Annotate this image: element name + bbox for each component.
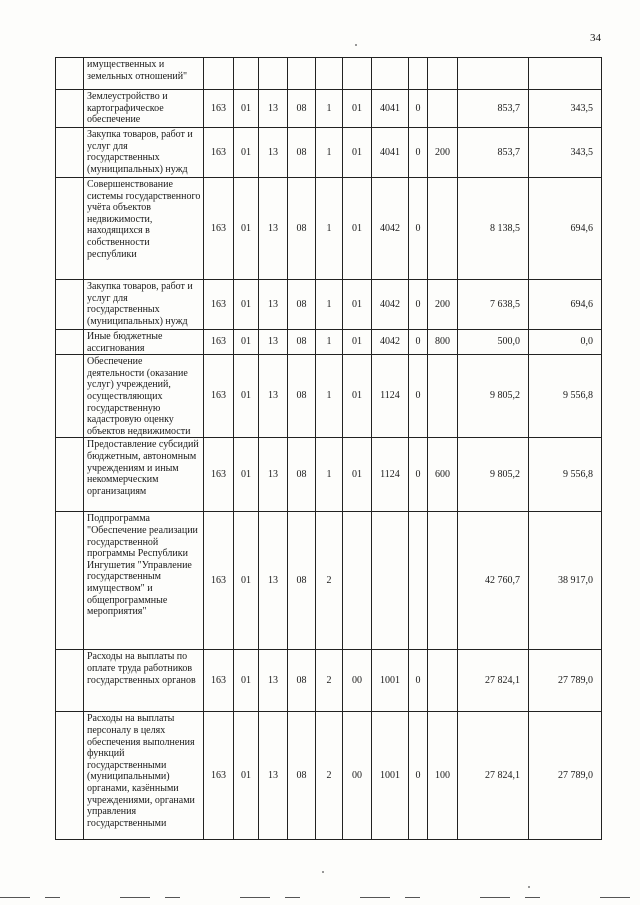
cell-pr — [259, 58, 288, 90]
cell-pr: 13 — [259, 330, 288, 355]
cell-p4: 1124 — [372, 438, 409, 512]
table-row — [56, 712, 602, 840]
cell-p4: 4042 — [372, 280, 409, 330]
row-name-cell: Закупка товаров, работ и услуг для государственных (муниципальных) нужд — [84, 280, 204, 330]
row-marker-cell — [56, 512, 84, 650]
cell-s1: 500,0 — [458, 330, 529, 355]
cell-pr: 13 — [259, 178, 288, 280]
cell-p5: 0 — [409, 128, 428, 178]
table-row — [56, 438, 602, 512]
cell-p2: 2 — [316, 712, 343, 840]
cell-p4: 4041 — [372, 90, 409, 128]
cell-rz: 01 — [234, 355, 259, 438]
cell-kbk: 163 — [204, 355, 234, 438]
cell-vr — [428, 355, 458, 438]
cell-s2: 0,0 — [529, 330, 602, 355]
cell-vr: 800 — [428, 330, 458, 355]
table-row — [56, 128, 602, 178]
cell-kbk: 163 — [204, 650, 234, 712]
cell-vr — [428, 650, 458, 712]
row-marker-cell — [56, 330, 84, 355]
cell-s1: 7 638,5 — [458, 280, 529, 330]
cell-p5: 0 — [409, 280, 428, 330]
cell-rz: 01 — [234, 128, 259, 178]
cell-p2: 1 — [316, 280, 343, 330]
cell-p4: 1001 — [372, 712, 409, 840]
row-marker-cell — [56, 58, 84, 90]
scan-speck — [322, 871, 324, 873]
cell-s1: 8 138,5 — [458, 178, 529, 280]
cell-p1: 08 — [288, 712, 316, 840]
cell-kbk: 163 — [204, 438, 234, 512]
cell-rz: 01 — [234, 90, 259, 128]
cell-p4: 4042 — [372, 178, 409, 280]
cell-p4: 4041 — [372, 128, 409, 178]
table-row — [56, 280, 602, 330]
cell-s2: 9 556,8 — [529, 438, 602, 512]
cell-s2: 694,6 — [529, 178, 602, 280]
scan-speck — [355, 44, 357, 46]
cell-vr: 200 — [428, 128, 458, 178]
cell-p2: 1 — [316, 90, 343, 128]
footer-scan-line — [0, 897, 640, 898]
cell-s1: 27 824,1 — [458, 650, 529, 712]
cell-rz: 01 — [234, 178, 259, 280]
cell-vr: 600 — [428, 438, 458, 512]
cell-rz — [234, 58, 259, 90]
cell-p3: 00 — [343, 712, 372, 840]
cell-pr: 13 — [259, 128, 288, 178]
cell-s2 — [529, 58, 602, 90]
cell-p5: 0 — [409, 330, 428, 355]
cell-kbk: 163 — [204, 330, 234, 355]
row-marker-cell — [56, 90, 84, 128]
cell-p1: 08 — [288, 438, 316, 512]
row-name-cell: Подпрограмма "Обеспечение реализации государственной программы Республики Ингушетия "Управление государственным имуществом" и общепрограммные мероприятия" — [84, 512, 204, 650]
cell-p1 — [288, 58, 316, 90]
table-row — [56, 650, 602, 712]
cell-p2: 1 — [316, 355, 343, 438]
cell-s2: 694,6 — [529, 280, 602, 330]
cell-p2: 1 — [316, 128, 343, 178]
cell-kbk: 163 — [204, 128, 234, 178]
cell-s1: 853,7 — [458, 90, 529, 128]
cell-kbk: 163 — [204, 178, 234, 280]
cell-p4: 1124 — [372, 355, 409, 438]
table-row — [56, 355, 602, 438]
row-marker-cell — [56, 178, 84, 280]
cell-p2: 1 — [316, 178, 343, 280]
table-row — [56, 58, 602, 90]
row-marker-cell — [56, 712, 84, 840]
row-name-cell: Расходы на выплаты персоналу в целях обеспечения выполнения функций государственными (муниципальными) органами, казёнными учреждениями, органами управления государственными — [84, 712, 204, 840]
cell-p1: 08 — [288, 330, 316, 355]
cell-rz: 01 — [234, 650, 259, 712]
row-name-cell: имущественных и земельных отношений" — [84, 58, 204, 90]
cell-vr — [428, 58, 458, 90]
cell-p3: 01 — [343, 355, 372, 438]
table-row — [56, 512, 602, 650]
cell-p5: 0 — [409, 90, 428, 128]
cell-p1: 08 — [288, 128, 316, 178]
cell-vr — [428, 178, 458, 280]
cell-p3: 00 — [343, 650, 372, 712]
cell-pr: 13 — [259, 712, 288, 840]
table-row — [56, 90, 602, 128]
cell-p2 — [316, 58, 343, 90]
cell-vr: 100 — [428, 712, 458, 840]
row-marker-cell — [56, 355, 84, 438]
cell-p5 — [409, 512, 428, 650]
cell-p1: 08 — [288, 355, 316, 438]
cell-p2: 1 — [316, 330, 343, 355]
cell-pr: 13 — [259, 280, 288, 330]
cell-p3: 01 — [343, 330, 372, 355]
budget-table — [55, 57, 602, 840]
cell-kbk: 163 — [204, 280, 234, 330]
cell-kbk: 163 — [204, 712, 234, 840]
cell-p3: 01 — [343, 178, 372, 280]
cell-pr: 13 — [259, 90, 288, 128]
row-marker-cell — [56, 438, 84, 512]
cell-vr — [428, 90, 458, 128]
row-name-cell: Расходы на выплаты по оплате труда работников государственных органов — [84, 650, 204, 712]
cell-pr: 13 — [259, 512, 288, 650]
cell-p4 — [372, 58, 409, 90]
cell-vr: 200 — [428, 280, 458, 330]
cell-p3: 01 — [343, 128, 372, 178]
cell-p1: 08 — [288, 280, 316, 330]
row-name-cell: Закупка товаров, работ и услуг для государственных (муниципальных) нужд — [84, 128, 204, 178]
cell-s2: 343,5 — [529, 128, 602, 178]
cell-kbk: 163 — [204, 90, 234, 128]
table-row — [56, 178, 602, 280]
cell-p3 — [343, 512, 372, 650]
cell-p4: 4042 — [372, 330, 409, 355]
row-marker-cell — [56, 128, 84, 178]
cell-p3: 01 — [343, 90, 372, 128]
cell-p5: 0 — [409, 712, 428, 840]
cell-pr: 13 — [259, 355, 288, 438]
row-marker-cell — [56, 280, 84, 330]
row-name-cell: Предоставление субсидий бюджетным, автономным учреждениям и иным некоммерческим организациям — [84, 438, 204, 512]
cell-rz: 01 — [234, 512, 259, 650]
row-name-cell: Совершенствование системы государственного учёта объектов недвижимости, находящихся в собственности республики — [84, 178, 204, 280]
cell-p2: 2 — [316, 512, 343, 650]
cell-s1: 27 824,1 — [458, 712, 529, 840]
cell-s1: 853,7 — [458, 128, 529, 178]
cell-rz: 01 — [234, 280, 259, 330]
cell-rz: 01 — [234, 438, 259, 512]
cell-s1: 9 805,2 — [458, 438, 529, 512]
cell-p2: 1 — [316, 438, 343, 512]
cell-rz: 01 — [234, 330, 259, 355]
cell-pr: 13 — [259, 650, 288, 712]
cell-p1: 08 — [288, 90, 316, 128]
cell-p1: 08 — [288, 512, 316, 650]
cell-rz: 01 — [234, 712, 259, 840]
cell-s2: 343,5 — [529, 90, 602, 128]
page-number: 34 — [590, 32, 601, 44]
cell-kbk: 163 — [204, 512, 234, 650]
cell-p3: 01 — [343, 280, 372, 330]
cell-p5: 0 — [409, 355, 428, 438]
cell-p4 — [372, 512, 409, 650]
cell-s1: 42 760,7 — [458, 512, 529, 650]
row-name-cell: Иные бюджетные ассигнования — [84, 330, 204, 355]
cell-p5: 0 — [409, 650, 428, 712]
cell-p2: 2 — [316, 650, 343, 712]
cell-p1: 08 — [288, 650, 316, 712]
cell-p3 — [343, 58, 372, 90]
cell-s2: 27 789,0 — [529, 650, 602, 712]
cell-p3: 01 — [343, 438, 372, 512]
cell-s2: 27 789,0 — [529, 712, 602, 840]
table-row — [56, 330, 602, 355]
cell-s1: 9 805,2 — [458, 355, 529, 438]
cell-p5: 0 — [409, 178, 428, 280]
cell-s2: 9 556,8 — [529, 355, 602, 438]
scan-speck — [528, 886, 530, 888]
cell-pr: 13 — [259, 438, 288, 512]
cell-vr — [428, 512, 458, 650]
cell-p5: 0 — [409, 438, 428, 512]
row-name-cell: Землеустройство и картографическое обеспечение — [84, 90, 204, 128]
cell-s2: 38 917,0 — [529, 512, 602, 650]
cell-p4: 1001 — [372, 650, 409, 712]
cell-p1: 08 — [288, 178, 316, 280]
cell-p5 — [409, 58, 428, 90]
cell-kbk — [204, 58, 234, 90]
cell-s1 — [458, 58, 529, 90]
row-marker-cell — [56, 650, 84, 712]
row-name-cell: Обеспечение деятельности (оказание услуг) учреждений, осуществляющих государственную кадастровую оценку объектов недвижимости — [84, 355, 204, 438]
